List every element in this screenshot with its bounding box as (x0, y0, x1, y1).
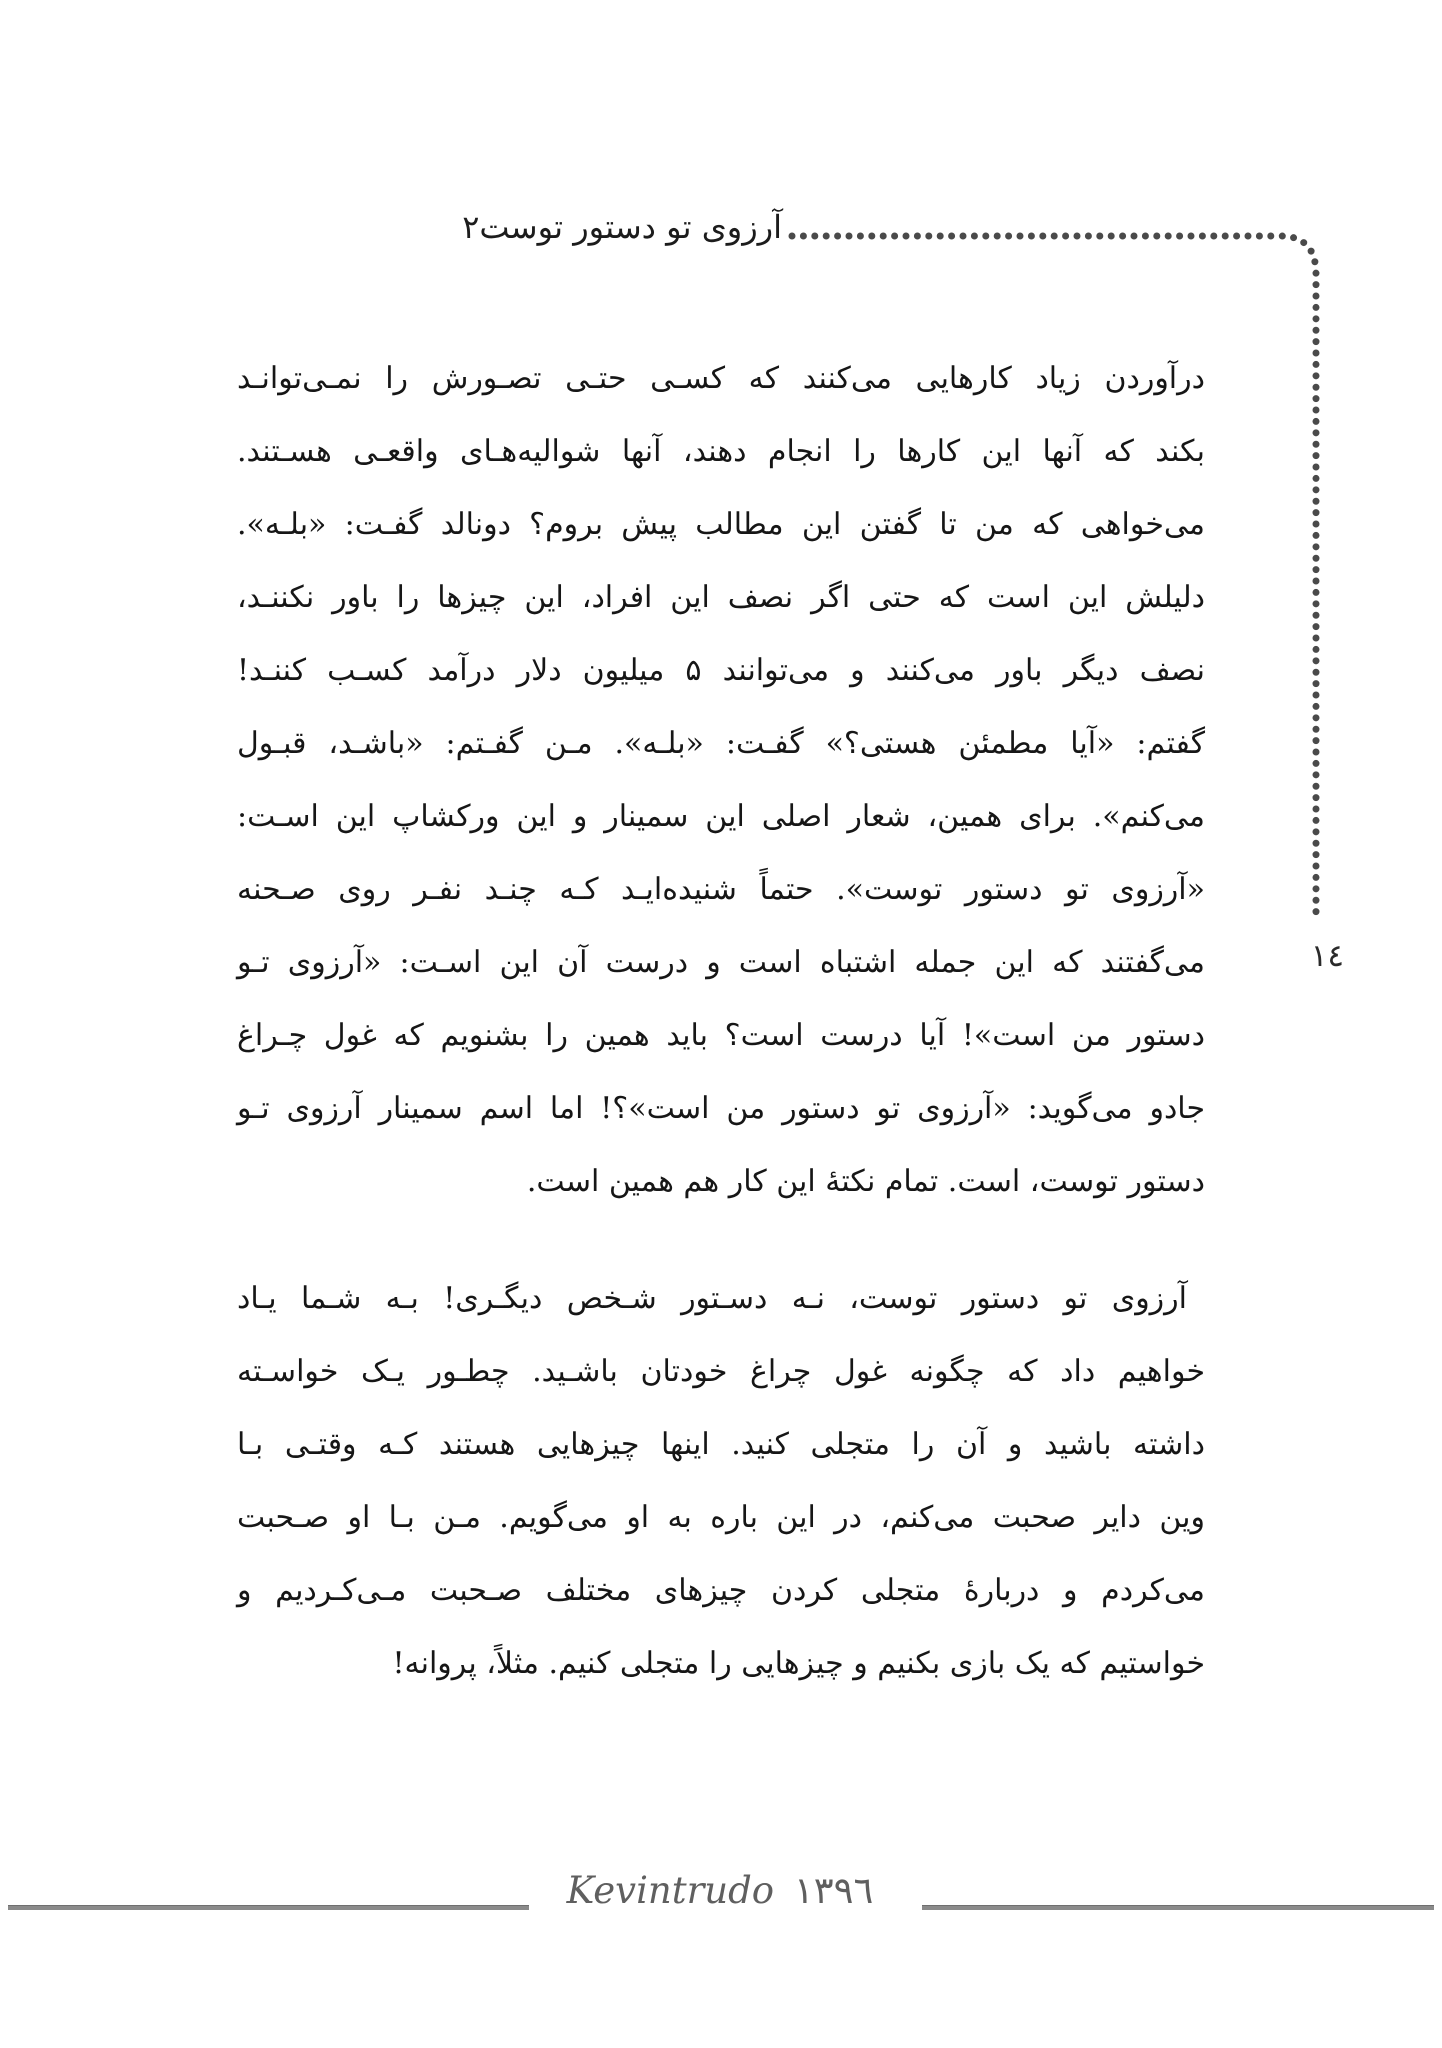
text-line: می‌گفتند که این جمله اشتباه است و درست آن این اسـت: «آرزوی تـو (237, 945, 1205, 980)
page-footer (0, 1855, 1442, 1935)
footer-rule-right (922, 1905, 1434, 1910)
footer-publisher: Kevintrudo (566, 1869, 775, 1912)
text-line: داشته باشید و آن را متجلی کنید. اینها چیزهایی هستند کـه وقتـی بـا (237, 1427, 1205, 1462)
body-text (237, 342, 1205, 1700)
text-line: خواهیم داد که چگونه غول چراغ خودتان باشـید. چطـور یـک خواسـته (237, 1354, 1205, 1389)
paragraph (237, 1262, 1205, 1700)
text-line: خواستیم که یک بازی بکنیم و چیزهایی را متجلی کنیم. مثلاً، پروانه! (392, 1646, 1205, 1681)
text-line: جادو می‌گوید: «آرزوی تو دستور من است»؟! اما اسم سمینار آرزوی تـو (237, 1091, 1205, 1126)
text-line: درآوردن زیاد کارهایی می‌کنند که کسـی حتـی تصـورش را نمـی‌توانـد (237, 361, 1205, 396)
text-line: بکند که آنها این کارها را انجام دهند، آنها شوالیه‌هـای واقعـی هسـتند. (237, 434, 1205, 469)
text-line: می‌کردم و دربارهٔ متجلی کردن چیزهای مختلف صـحبت مـی‌کـردیم و (237, 1573, 1205, 1608)
text-line: دستور من است»! آیا درست است؟ باید همین را بشنویم که غول چـراغ (237, 1018, 1205, 1053)
text-line: آرزوی تو دستور توست، نـه دسـتور شـخص دیگـری! بـه شـما یـاد (237, 1281, 1187, 1316)
text-line: دستور توست، است. تمام نکتهٔ این کار هم همین است. (526, 1164, 1205, 1199)
footer-credit (540, 1869, 900, 1912)
footer-rule-left (8, 1905, 529, 1910)
text-line: می‌کنم». برای همین، شعار اصلی این سمینار و این ورکشاپ این اسـت: (237, 799, 1205, 834)
text-line: گفتم: «آیا مطمئن هستی؟» گفـت: «بلـه». مـن گفـتم: «باشـد، قبـول (237, 726, 1205, 761)
text-line: دلیلش این است که حتی اگر نصف این افراد، این چیزها را باور نکننـد، (237, 580, 1205, 615)
text-line: وین دایر صحبت می‌کنم، در این باره به او می‌گویم. مـن بـا او صـحبت (237, 1500, 1205, 1535)
page-number: ١٤ (1310, 938, 1344, 974)
text-line: نصف دیگر باور می‌کنند و می‌توانند ۵ میلیون دلار درآمد کسـب کننـد! (237, 653, 1205, 688)
footer-year: ١٣٩٦ (793, 1869, 874, 1912)
text-line: «آرزوی تو دستور توست». حتماً شنیده‌ایـد کـه چنـد نفـر روی صـحنه (237, 872, 1205, 907)
paragraph (237, 342, 1205, 1218)
text-line: می‌خواهی که من تا گفتن این مطالب پیش بروم؟ دونالد گفـت: «بلـه». (237, 507, 1205, 542)
running-head-title: آرزوی تو دستور توست۲ (462, 208, 782, 246)
